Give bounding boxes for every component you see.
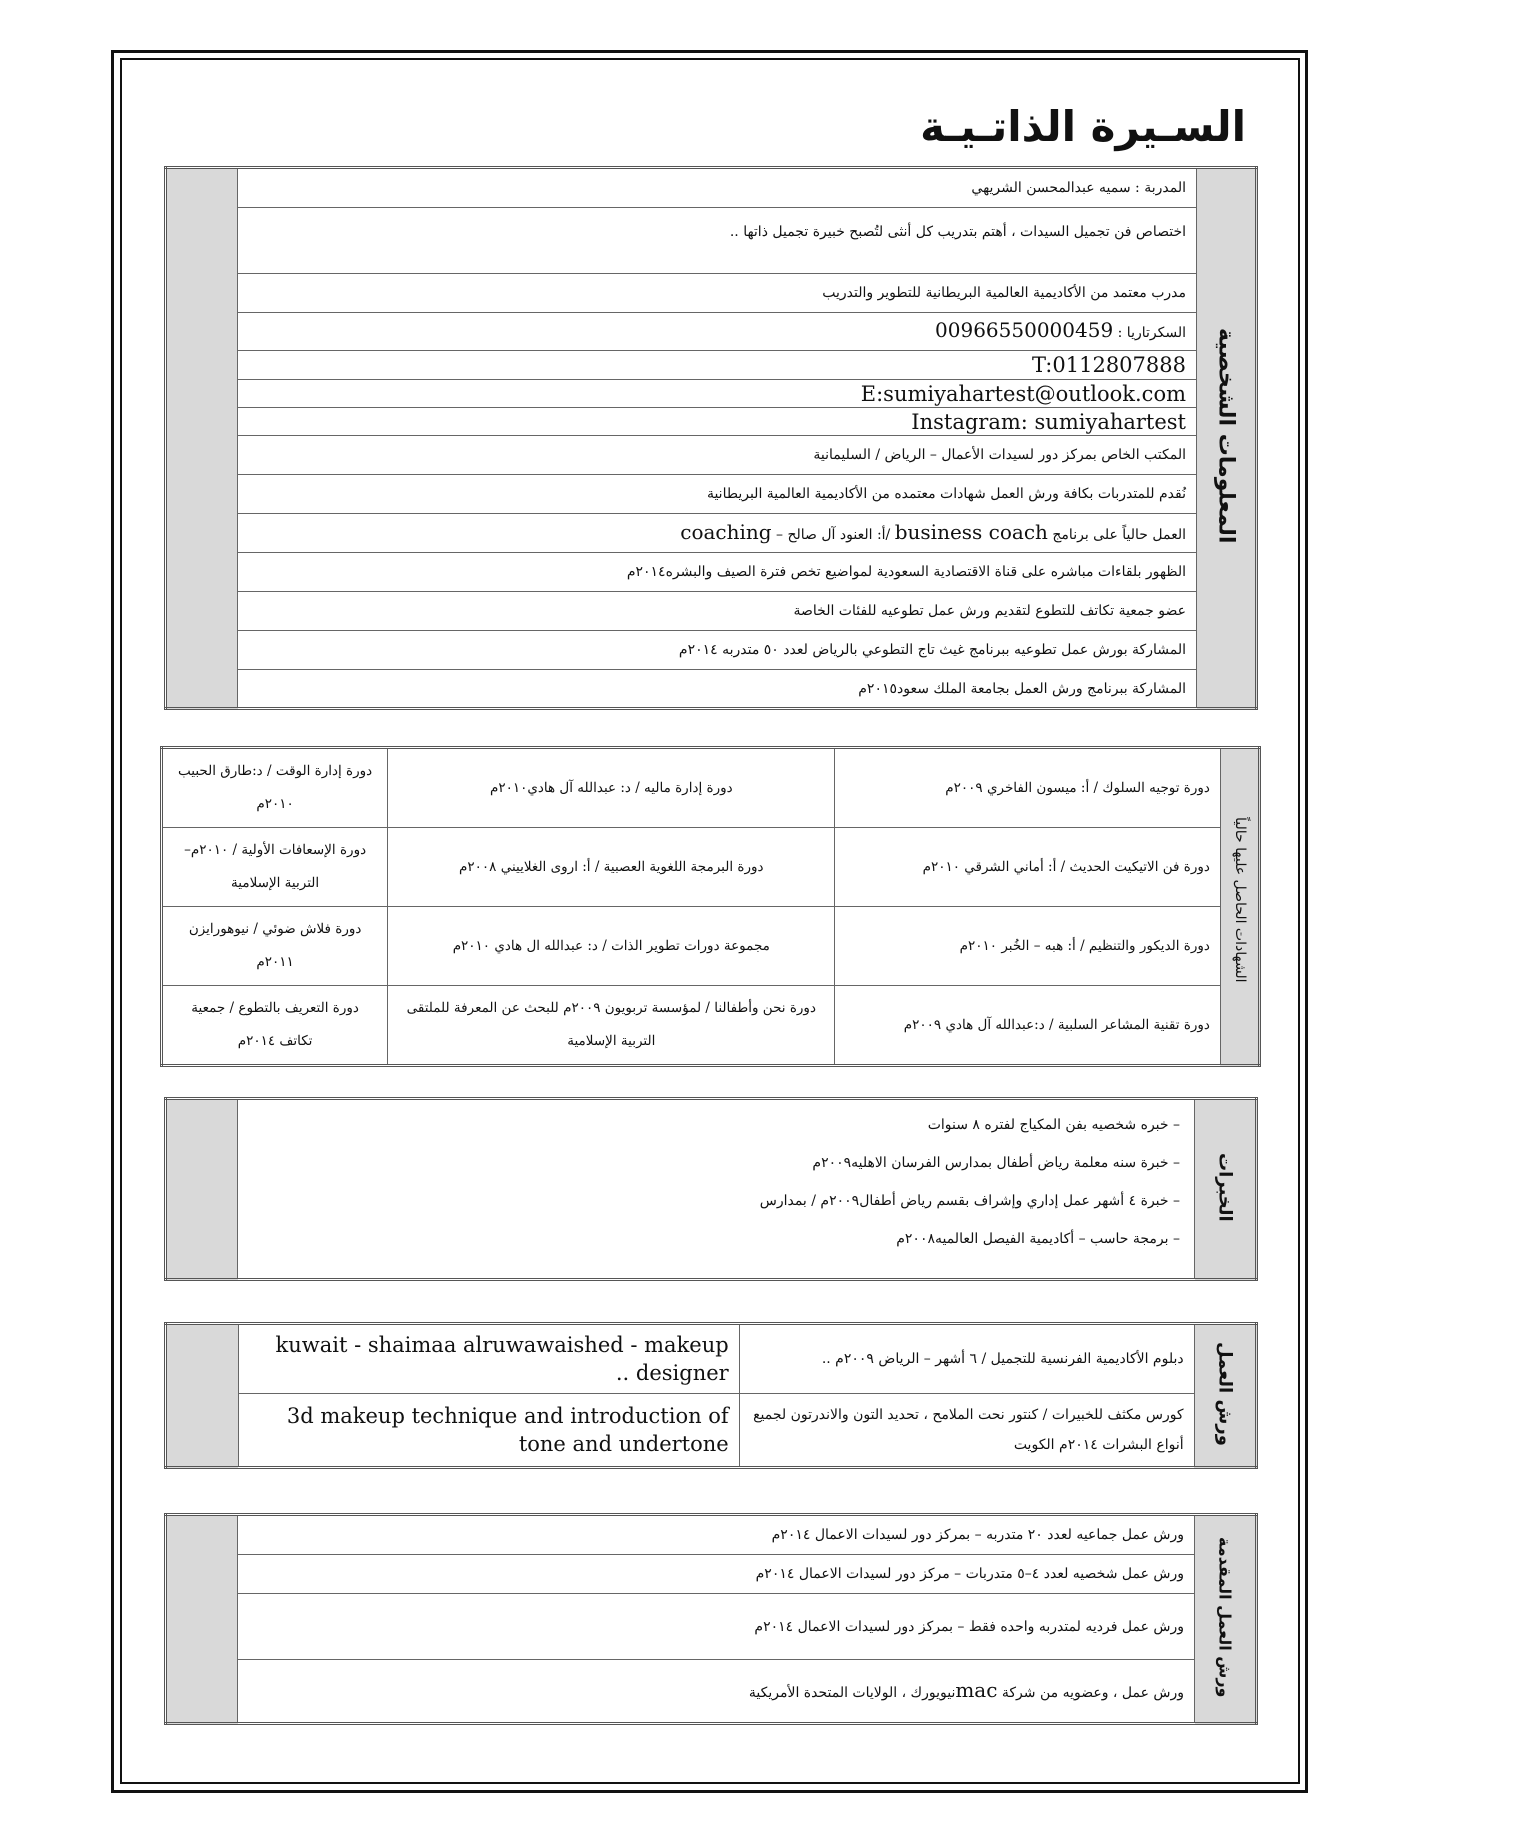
table-row bbox=[166, 208, 1257, 274]
gray-margin bbox=[166, 1099, 238, 1280]
workshop-ar: كورس مكثف للخبيرات / كنتور نحت الملامح ، تحديد التون والاندرتون لجميع أنواع البشرات ٢٠١٤م الكويت bbox=[739, 1394, 1194, 1468]
list-item: – برمجة حاسب – أكاديمية الفيصل العالميه٢٠٠٨م bbox=[896, 1231, 1180, 1247]
personal-info-label-cell bbox=[1197, 168, 1257, 709]
table-row bbox=[166, 1515, 1257, 1555]
courses-table bbox=[160, 746, 1261, 1067]
table-row bbox=[166, 631, 1257, 670]
list-item: – خبره شخصيه بفن المكياج لفتره ٨ سنوات bbox=[927, 1117, 1180, 1133]
table-row bbox=[166, 436, 1257, 475]
table-row bbox=[166, 514, 1257, 553]
gray-margin bbox=[166, 168, 238, 709]
course-cell: دورة البرمجة اللغوية العصبية / أ: اروى الغلاييني ٢٠٠٨م bbox=[388, 828, 835, 907]
secretary-phone: 00966550000459 bbox=[935, 318, 1114, 342]
workshops-label-cell bbox=[1194, 1324, 1256, 1468]
course-cell: دورة فلاش ضوئي / نيوهورايزن ٢٠١١م bbox=[162, 907, 388, 986]
course-cell: دورة التعريف بالتطوع / جمعية تكاتف ٢٠١٤م bbox=[162, 986, 388, 1066]
member-text: عضو جمعية تكاتف للتطوع لتقديم ورش عمل تطوعيه للفئات الخاصة bbox=[238, 592, 1197, 631]
experience-label: الخبرات bbox=[1214, 1152, 1236, 1222]
workshops-table bbox=[164, 1322, 1258, 1469]
current-work-row bbox=[238, 514, 1197, 553]
list-item: – خبرة ٤ أشهر عمل إداري وإشراف بقسم رياض أطفال٢٠٠٩م / بمدارس bbox=[759, 1193, 1180, 1209]
table-row bbox=[166, 670, 1257, 709]
table-row bbox=[166, 1594, 1257, 1660]
workshops-label: ورش العمل bbox=[1214, 1341, 1236, 1446]
experience-list bbox=[238, 1099, 1195, 1280]
experience-label-cell bbox=[1195, 1099, 1257, 1280]
offered-last-pre: ورش عمل ، وعضويه من شركة bbox=[1001, 1684, 1184, 1701]
certified-text: مدرب معتمد من الأكاديمية العالمية البريطانية للتطوير والتدريب bbox=[238, 274, 1197, 313]
table-row bbox=[162, 828, 1260, 907]
volunteer-text: المشاركة بورش عمل تطوعيه ببرنامج غيث تاج التطوعي بالرياض لعدد ٥٠ متدربه ٢٠١٤م bbox=[238, 631, 1197, 670]
offered-item: ورش عمل فرديه لمتدربه واحده فقط – بمركز دور لسيدات الاعمال ٢٠١٤م bbox=[238, 1594, 1195, 1660]
table-row bbox=[166, 313, 1257, 351]
offered-label-cell bbox=[1195, 1515, 1257, 1724]
gray-margin bbox=[166, 1515, 238, 1724]
current-work-en2: coaching bbox=[680, 519, 772, 544]
table-row bbox=[166, 1324, 1257, 1394]
workshop-en: 3d makeup technique and introduction of tone and undertone bbox=[238, 1394, 739, 1468]
table-row bbox=[166, 1394, 1257, 1468]
offered-last-post: نيويورك ، الولايات المتحدة الأمريكية bbox=[748, 1684, 956, 1701]
current-work-mid: /أ: العنود آل صالح – bbox=[776, 526, 891, 543]
table-row bbox=[166, 351, 1257, 380]
workshop-en: kuwait - shaimaa alruwawaished - makeup designer .. bbox=[238, 1324, 739, 1394]
tel-text: T:0112807888 bbox=[238, 351, 1197, 380]
personal-info-label: المعلومات الشخصية bbox=[1213, 328, 1239, 544]
course-cell: دورة فن الاتيكيت الحديث / أ: أماني الشرقي ٢٠١٠م bbox=[835, 828, 1221, 907]
university-text: المشاركة ببرنامج ورش العمل بجامعة الملك سعود٢٠١٥م bbox=[238, 670, 1197, 709]
table-row bbox=[162, 748, 1260, 828]
gray-margin bbox=[166, 1324, 239, 1468]
personal-info-table bbox=[164, 166, 1258, 710]
specialty-text: اختصاص فن تجميل السيدات ، أهتم بتدريب كل أنثى لتُصبح خبيرة تجميل ذاتها .. bbox=[238, 208, 1197, 274]
course-cell: دورة الديكور والتنظيم / أ: هبه – الخُبر ٢٠١٠م bbox=[835, 907, 1221, 986]
table-row bbox=[166, 1099, 1257, 1280]
instagram-text: Instagram: sumiyahartest bbox=[238, 408, 1197, 436]
offered-mac-row bbox=[238, 1660, 1195, 1724]
course-cell: مجموعة دورات تطوير الذات / د: عبدالله ال هادي ٢٠١٠م bbox=[388, 907, 835, 986]
table-row bbox=[166, 1660, 1257, 1724]
tv-text: الظهور بلقاءات مباشره على قناة الاقتصادية السعودية لمواضيع تخص فترة الصيف والبشره٢٠١٤م bbox=[238, 553, 1197, 592]
list-item: – خبرة سنه معلمة رياض أطفال بمدارس الفرسان الاهليه٢٠٠٩م bbox=[812, 1155, 1180, 1171]
table-row bbox=[166, 553, 1257, 592]
mac-brand: mac bbox=[955, 1677, 998, 1702]
secretary-row bbox=[238, 313, 1197, 351]
office-text: المكتب الخاص بمركز دور لسيدات الأعمال – الرياض / السليمانية bbox=[238, 436, 1197, 475]
offered-workshops-table bbox=[164, 1513, 1258, 1725]
courses-label: الشهادات الحاصل عليها حالياً bbox=[1231, 817, 1248, 983]
page-title: السـيرة الذاتـيـة bbox=[920, 102, 1246, 151]
table-row bbox=[166, 274, 1257, 313]
email-text: E:sumiyahartest@outlook.com bbox=[238, 380, 1197, 408]
trainer-name: المدربة : سميه عبدالمحسن الشريهي bbox=[238, 168, 1197, 208]
secretary-label: السكرتاريا : bbox=[1117, 325, 1186, 341]
offered-item: ورش عمل جماعيه لعدد ٢٠ متدربه – بمركز دور لسيدات الاعمال ٢٠١٤م bbox=[238, 1515, 1195, 1555]
course-cell: دورة تقنية المشاعر السلبية / د:عبدالله آل هادي ٢٠٠٩م bbox=[835, 986, 1221, 1066]
course-cell: دورة نحن وأطفالنا / لمؤسسة تربويون ٢٠٠٩م للبحث عن المعرفة للملتقى التربية الإسلامية bbox=[388, 986, 835, 1066]
table-row bbox=[162, 986, 1260, 1066]
table-row bbox=[166, 168, 1257, 208]
table-row bbox=[166, 408, 1257, 436]
course-cell: دورة الإسعافات الأولية / ٢٠١٠م– التربية الإسلامية bbox=[162, 828, 388, 907]
experience-table bbox=[164, 1097, 1258, 1281]
course-cell: دورة إدارة الوقت / د:طارق الحبيب ٢٠١٠م bbox=[162, 748, 388, 828]
table-row bbox=[162, 907, 1260, 986]
current-work-en: business coach bbox=[894, 519, 1048, 544]
table-row bbox=[166, 592, 1257, 631]
certificates-text: نُقدم للمتدربات بكافة ورش العمل شهادات معتمده من الأكاديمية العالمية البريطانية bbox=[238, 475, 1197, 514]
offered-item: ورش عمل شخصيه لعدد ٤–٥ متدربات – مركز دور لسيدات الاعمال ٢٠١٤م bbox=[238, 1555, 1195, 1594]
table-row bbox=[166, 1555, 1257, 1594]
table-row bbox=[166, 380, 1257, 408]
courses-label-cell bbox=[1220, 748, 1259, 1066]
course-cell: دورة توجيه السلوك / أ: ميسون الفاخري ٢٠٠٩م bbox=[835, 748, 1221, 828]
course-cell: دورة إدارة ماليه / د: عبدالله آل هادي٢٠١٠م bbox=[388, 748, 835, 828]
table-row bbox=[166, 475, 1257, 514]
current-work-pre: العمل حالياً على برنامج bbox=[1052, 526, 1186, 543]
offered-label: ورش العمل المقدمة bbox=[1215, 1536, 1235, 1698]
workshop-ar: دبلوم الأكاديمية الفرنسية للتجميل / ٦ أشهر – الرياض ٢٠٠٩م .. bbox=[739, 1324, 1194, 1394]
